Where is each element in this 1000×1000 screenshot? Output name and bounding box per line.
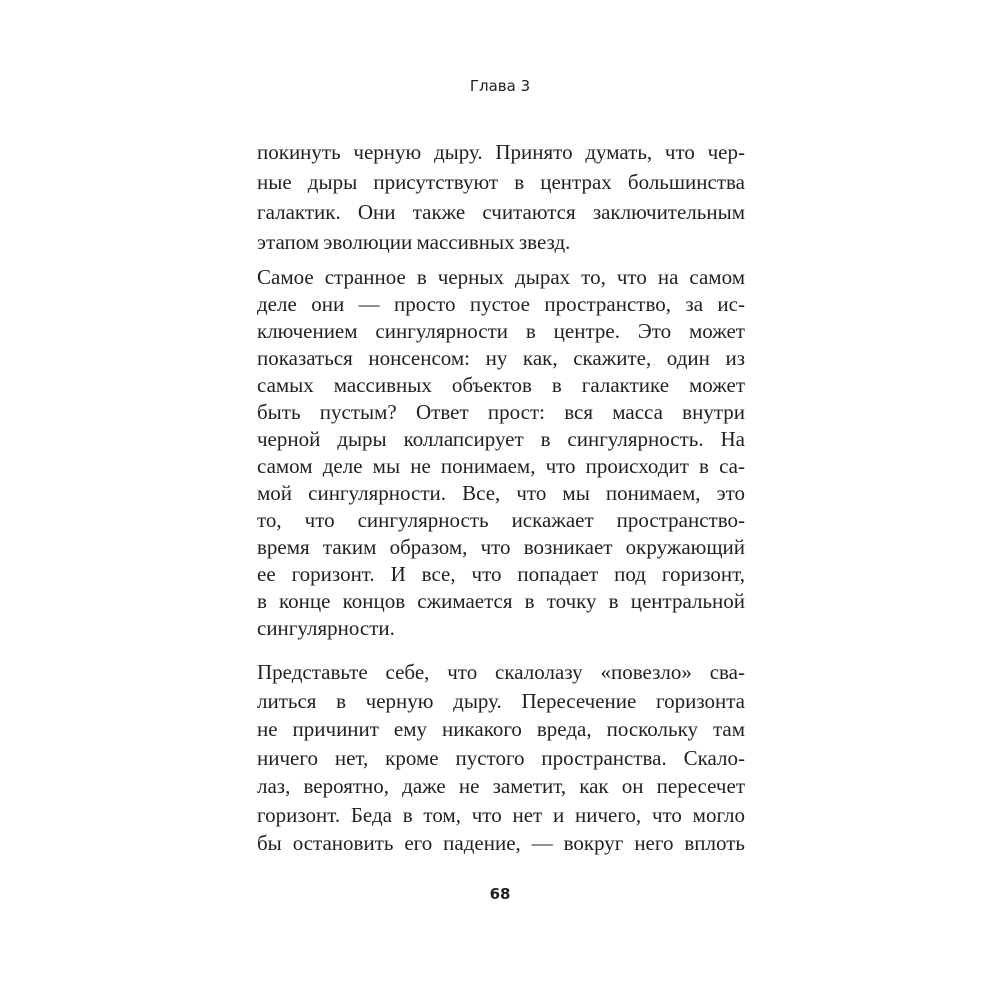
text-line: мой сингулярности. Все, что мы понимаем, это xyxy=(257,481,745,505)
text-line: литься в черную дыру. Пересечение горизонта xyxy=(257,688,745,713)
text-line: горизонт. Беда в том, что нет и ничего, что могло xyxy=(257,802,745,827)
text-line: ее горизонт. И все, что попадает под горизонт, xyxy=(257,562,745,586)
text-line: самых массивных объектов в галактике может xyxy=(257,373,745,397)
text-line: галактик. Они также считаются заключительным xyxy=(257,200,745,224)
text-line: ные дыры присутствуют в центрах большинства xyxy=(257,170,745,194)
text-line: черной дыры коллапсирует в сингулярность. На xyxy=(257,427,745,451)
text-line: показаться нонсенсом: ну как, скажите, один из xyxy=(257,346,745,370)
text-line: не причинит ему никакого вреда, поскольку там xyxy=(257,717,745,741)
text-line: Представьте себе, что скалолазу «повезло» сва- xyxy=(257,660,745,684)
text-line: ничего нет, кроме пустого пространства. Скало- xyxy=(257,745,745,770)
running-header-chapter: Глава 3 xyxy=(469,77,531,95)
text-line: лаз, вероятно, даже не заметит, как он пересечет xyxy=(257,774,745,798)
text-line: самом деле мы не понимаем, что происходит в са- xyxy=(257,454,745,478)
page-number: 68 xyxy=(489,885,511,903)
text-line: покинуть черную дыру. Принято думать, что чер- xyxy=(257,140,745,164)
text-line: Самое странное в черных дырах то, что на самом xyxy=(257,265,745,289)
text-line: время таким образом, что возникает окружающий xyxy=(257,535,745,559)
text-line: в конце концов сжимается в точку в центральной xyxy=(257,589,745,613)
text-line: деле они — просто пустое пространство, за ис- xyxy=(257,292,745,316)
paragraph-3 xyxy=(257,658,745,858)
paragraph-1 xyxy=(257,137,745,257)
text-line: быть пустым? Ответ прост: вся масса внутри xyxy=(257,400,745,424)
text-line: ключением сингулярности в центре. Это может xyxy=(257,319,745,343)
text-line: бы остановить его падение, — вокруг него вплоть xyxy=(257,831,745,855)
paragraph-2 xyxy=(257,264,745,642)
text-line: сингулярности. xyxy=(257,616,395,640)
text-line: то, что сингулярность искажает пространство- xyxy=(257,508,745,532)
text-line: этапом эволюции массивных звезд. xyxy=(257,230,571,254)
